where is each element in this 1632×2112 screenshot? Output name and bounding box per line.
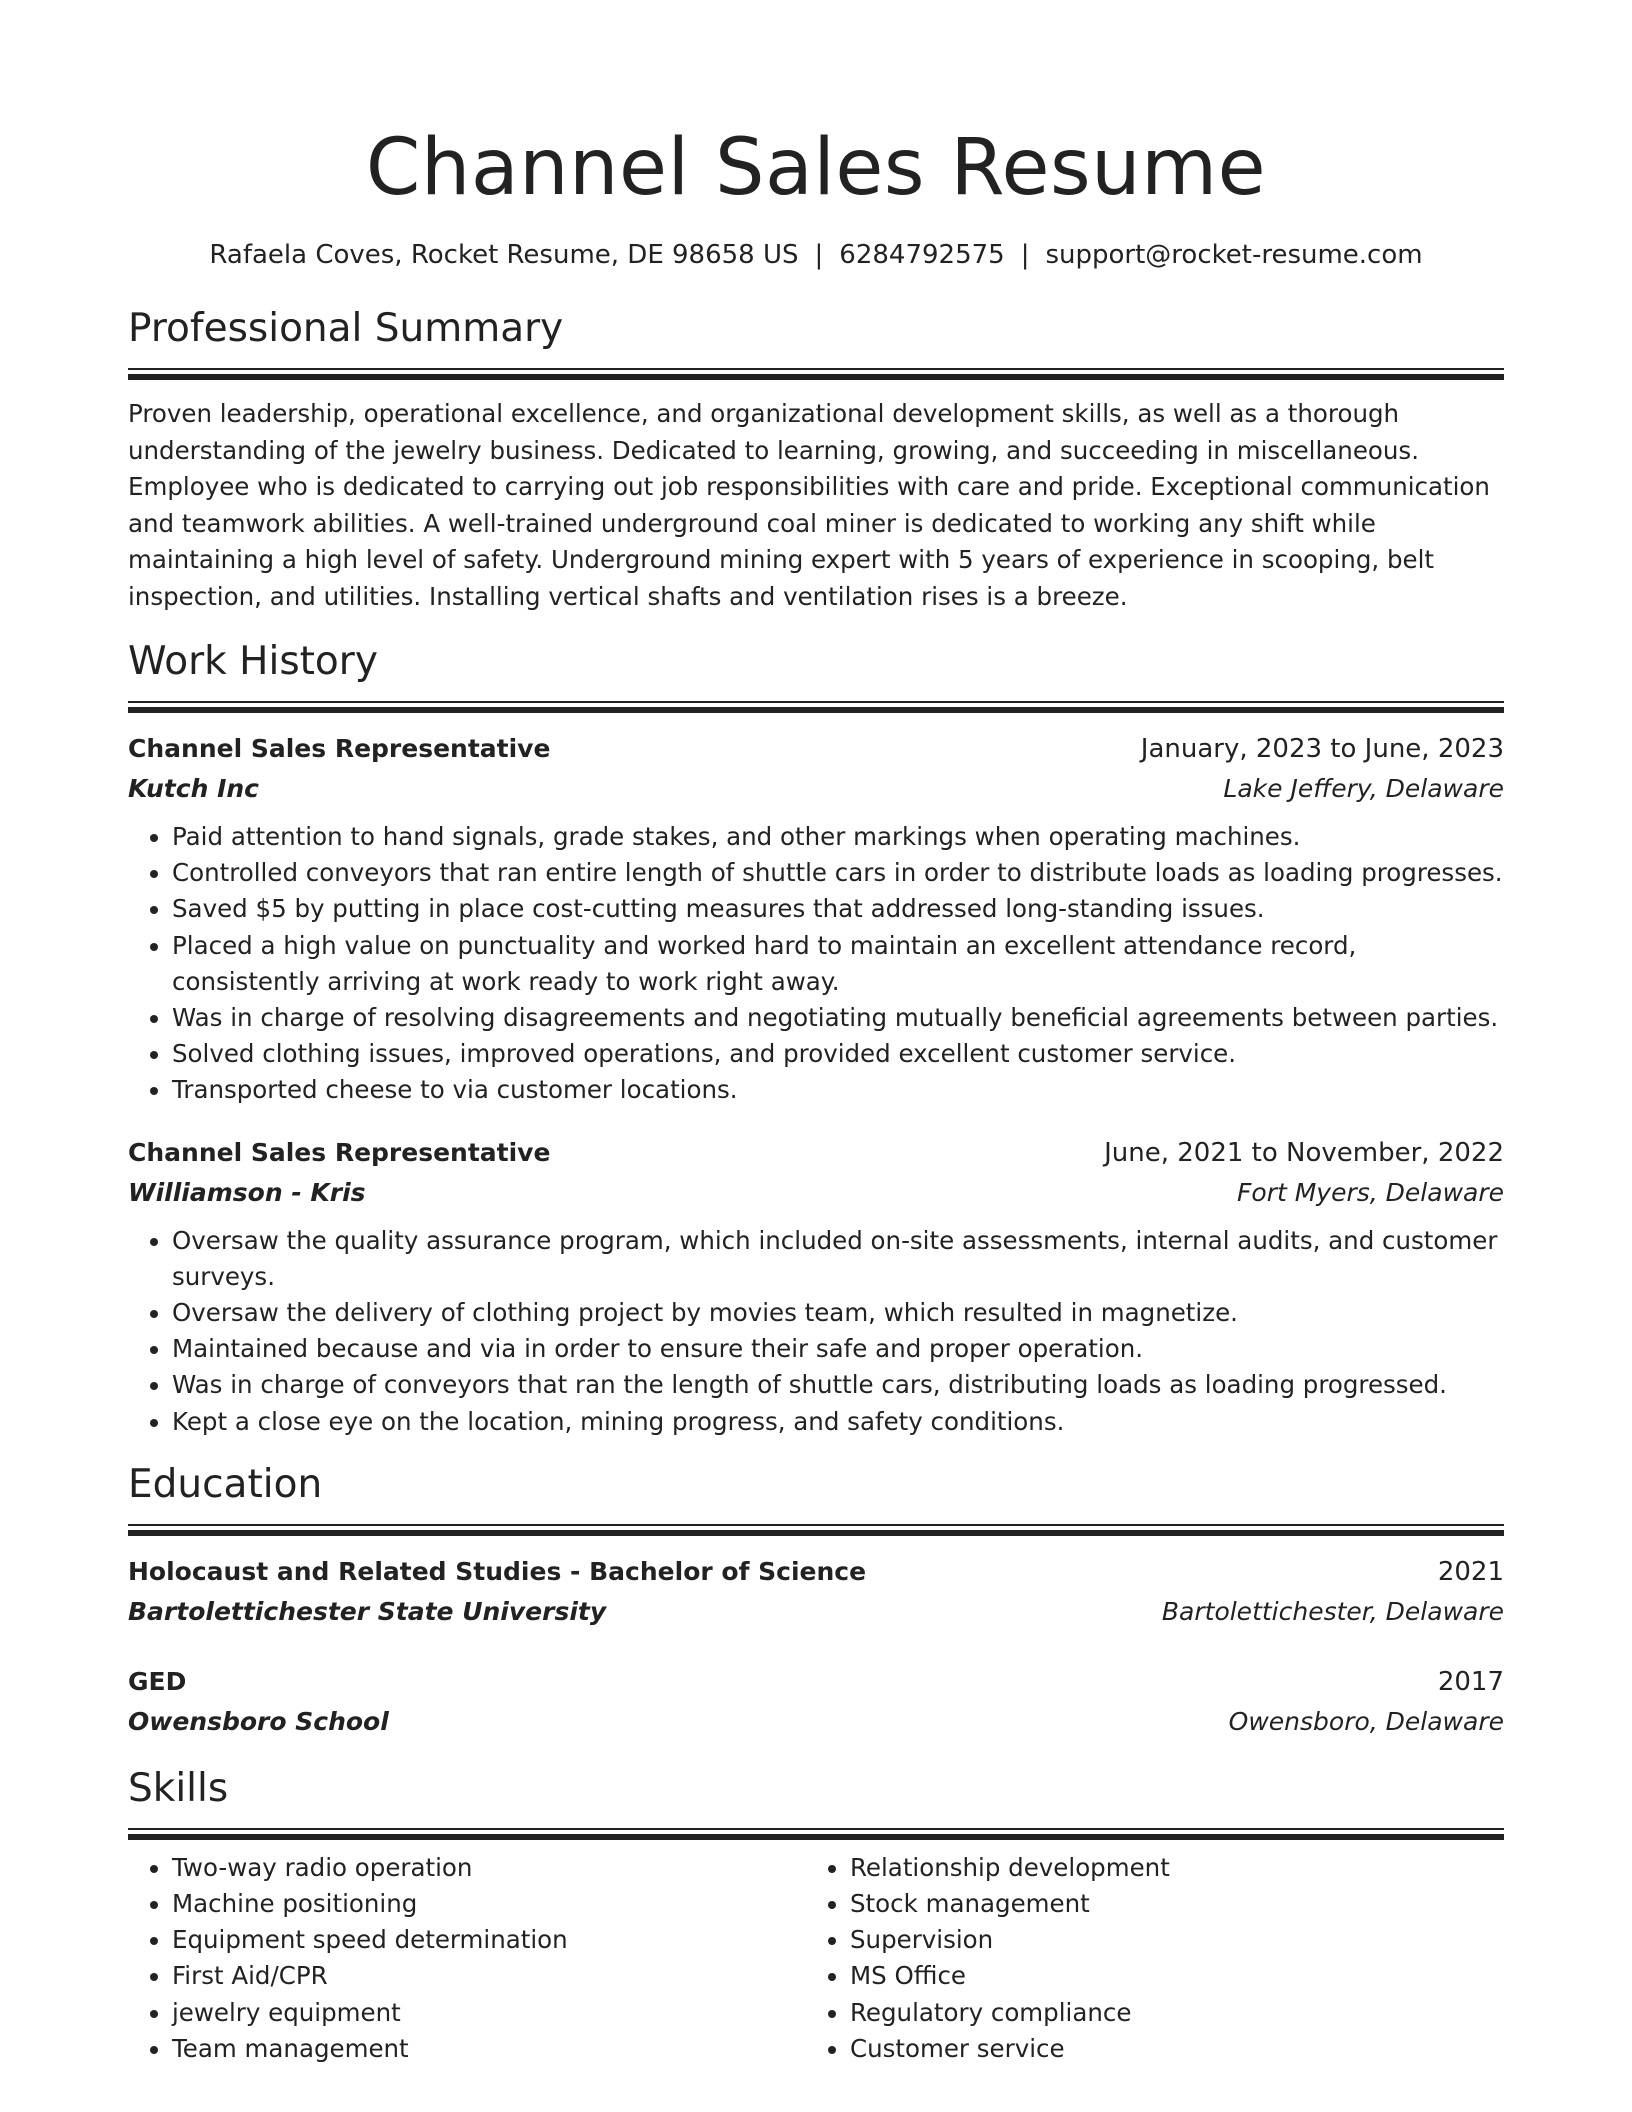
list-item: • Regulatory compliance <box>850 1995 1484 2031</box>
list-item: • MS Office <box>850 1958 1484 1994</box>
list-item: • Kept a close eye on the location, mining progress, and safety conditions. <box>172 1404 1504 1440</box>
summary-text: Proven leadership, operational excellence, and organizational development skills, as well as a thorough understanding of the jewelry business. Dedicated to learning, growing, and succeeding in miscellaneous. Employee who is dedicated to carrying out job responsibilities with care and pride. Exceptional communication and teamwork abilities. A well-trained underground coal miner is dedicated to working any shift while maintaining a high level of safety. Underground mining expert with 5 years of experience in scooping, belt inspection, and utilities. Installing vertical shafts and ventilation rises is a breeze. <box>128 399 1490 611</box>
education-section <box>128 1460 1504 1742</box>
skills-section <box>128 1764 1504 2067</box>
education-entry <box>128 1662 1504 1742</box>
job-bullets <box>128 819 1504 1109</box>
section-heading: Work History <box>128 639 378 684</box>
list-item: • Customer service <box>850 2031 1484 2067</box>
list-item: • Two-way radio operation <box>172 1850 806 1886</box>
school-location: Bartolettichester, Delaware <box>1161 1596 1504 1626</box>
list-item: • Solved clothing issues, improved operations, and provided excellent customer service. <box>172 1036 1504 1072</box>
list-item: • Team management <box>172 2031 806 2067</box>
contact-phone: 6284792575 <box>839 240 1005 270</box>
list-item: • Oversaw the quality assurance program, which included on-site assessments, internal audits, and customer surveys. <box>172 1223 1504 1295</box>
job-entry <box>128 1133 1504 1440</box>
section-divider <box>128 1828 1504 1840</box>
company-name: Williamson - Kris <box>128 1177 366 1207</box>
graduation-year: 2021 <box>1437 1556 1504 1587</box>
school-name: Bartolettichester State University <box>128 1596 607 1626</box>
company-name: Kutch Inc <box>128 774 259 803</box>
list-item: • Stock management <box>850 1886 1484 1922</box>
summary-section <box>128 304 1504 615</box>
list-item: • Paid attention to hand signals, grade stakes, and other markings when operating machines. <box>172 819 1504 855</box>
job-location: Lake Jeffery, Delaware <box>1223 774 1504 803</box>
list-item: • Maintained because and via in order to ensure their safe and proper operation. <box>172 1331 1504 1367</box>
contact-separator: | <box>1020 240 1030 270</box>
skills-column-right <box>806 1850 1484 2067</box>
list-item: • Supervision <box>850 1922 1484 1958</box>
section-heading: Education <box>128 1461 323 1507</box>
section-heading: Skills <box>128 1765 229 1811</box>
contact-separator: | <box>814 240 824 270</box>
degree-name: GED <box>128 1666 187 1696</box>
school-location: Owensboro, Delaware <box>1228 1706 1504 1736</box>
contact-line <box>128 238 1504 272</box>
skills-column-left <box>128 1850 806 2067</box>
resume-page <box>128 0 1504 2067</box>
job-title: Channel Sales Representative <box>128 734 551 763</box>
list-item: • jewelry equipment <box>172 1995 806 2031</box>
list-item: • Transported cheese to via customer locations. <box>172 1072 1504 1108</box>
list-item: • Was in charge of conveyors that ran the length of shuttle cars, distributing loads as loading progressed. <box>172 1367 1504 1403</box>
resume-title: Channel Sales Resume <box>365 123 1267 213</box>
list-item: • First Aid/CPR <box>172 1958 806 1994</box>
list-item: • Relationship development <box>850 1850 1484 1886</box>
education-entry <box>128 1552 1504 1632</box>
skills-columns <box>128 1850 1504 2067</box>
job-dates: January, 2023 to June, 2023 <box>1140 734 1504 764</box>
list-item: • Equipment speed determination <box>172 1922 806 1958</box>
graduation-year: 2017 <box>1437 1666 1504 1697</box>
section-divider <box>128 701 1504 713</box>
section-divider <box>128 1524 1504 1536</box>
work-history-section <box>128 637 1504 1440</box>
list-item: • Was in charge of resolving disagreements and negotiating mutually beneficial agreements between parties. <box>172 1000 1504 1036</box>
section-heading: Professional Summary <box>128 306 564 351</box>
list-item: • Saved $5 by putting in place cost-cutting measures that addressed long-standing issues. <box>172 891 1504 927</box>
degree-name: Holocaust and Related Studies - Bachelor of Science <box>128 1556 867 1586</box>
job-title: Channel Sales Representative <box>128 1137 551 1167</box>
list-item: • Controlled conveyors that ran entire length of shuttle cars in order to distribute loads as loading progresses. <box>172 855 1504 891</box>
section-divider <box>128 368 1504 380</box>
job-bullets <box>128 1223 1504 1440</box>
list-item: • Machine positioning <box>172 1886 806 1922</box>
contact-address: Rafaela Coves, Rocket Resume, DE 98658 US <box>209 240 799 270</box>
job-dates: June, 2021 to November, 2022 <box>1104 1137 1504 1168</box>
contact-email: support@rocket-resume.com <box>1045 240 1423 270</box>
job-location: Fort Myers, Delaware <box>1237 1177 1504 1207</box>
list-item: • Oversaw the delivery of clothing project by movies team, which resulted in magnetize. <box>172 1295 1504 1331</box>
job-entry <box>128 729 1504 1109</box>
school-name: Owensboro School <box>128 1706 389 1736</box>
list-item: • Placed a high value on punctuality and worked hard to maintain an excellent attendance record, consistently arriving at work ready to work right away. <box>172 928 1504 1000</box>
